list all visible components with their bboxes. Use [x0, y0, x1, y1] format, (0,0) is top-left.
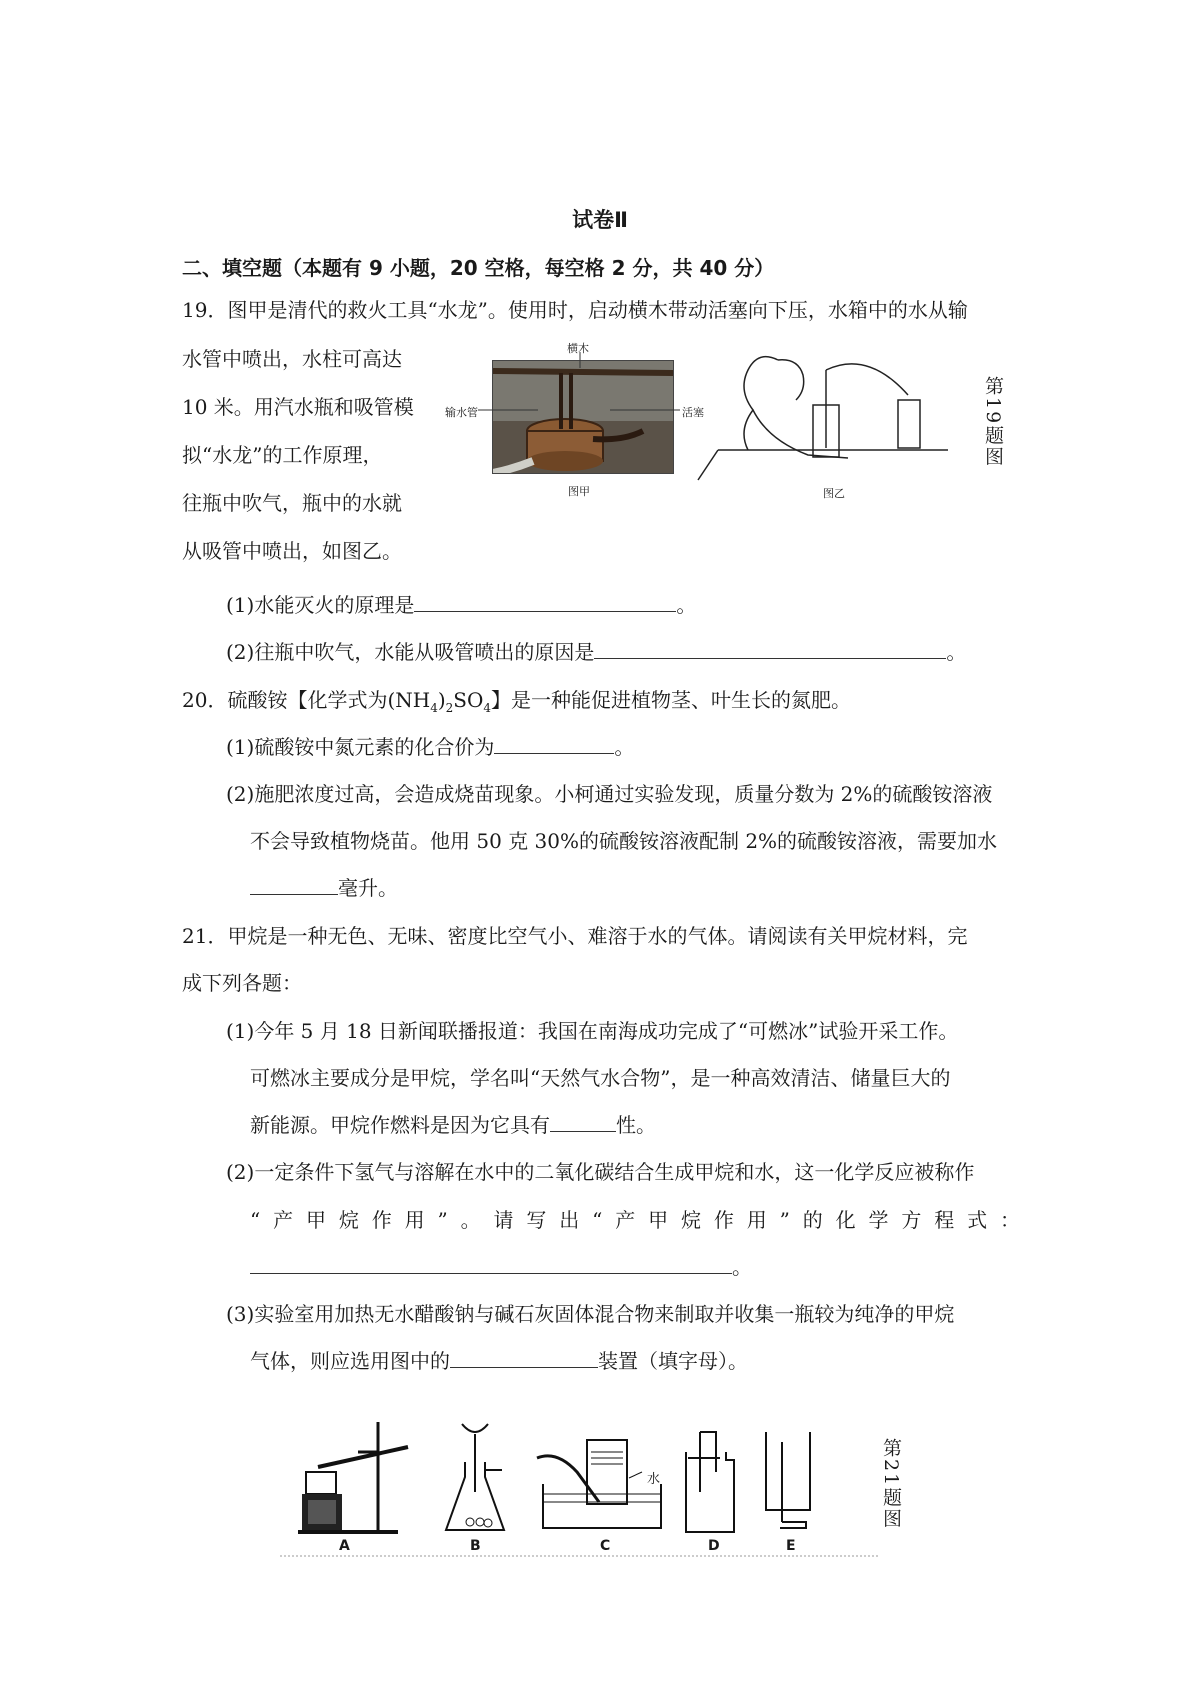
q21-part2-line2-char: 的	[802, 1208, 823, 1232]
q19-part2-text: (2)往瓶中吹气，水能从吸管喷出的原因是	[226, 640, 595, 664]
q21-part1-line2: 可燃冰主要成分是甲烷，学名叫“天然气水合物”，是一种高效清洁、储量巨大的	[250, 1066, 951, 1090]
q21-part2-line2-char: 用	[746, 1208, 767, 1232]
q21-part2-line2-char: 烷	[338, 1208, 359, 1232]
q20-sub-2: 2	[445, 701, 454, 715]
q20-part1	[226, 733, 634, 761]
water-dragon-illustration	[493, 361, 673, 473]
q20-intro-post: 】是一种能促进植物茎、叶生长的氮肥。	[491, 688, 852, 712]
q20-sub-4b: 4	[483, 701, 492, 715]
q21-part2-line2-char: 产	[615, 1208, 636, 1232]
q19-part1-end: 。	[676, 593, 697, 617]
q21-part2-line2-char: ：	[999, 1208, 1020, 1232]
label-d: D	[708, 1538, 720, 1554]
q21-part2-blank[interactable]	[250, 1253, 732, 1274]
q21-part2-line2-char: 。	[460, 1208, 481, 1232]
q20-part1-text: (1)硫酸铵中氮元素的化合价为	[226, 735, 495, 759]
water-dragon-photo	[492, 360, 674, 474]
q21-part2-line2-char: 式	[967, 1208, 988, 1232]
q21-part2-line2-char: 写	[526, 1208, 547, 1232]
q20-sub-4: 4	[430, 701, 438, 715]
q21-part2-line3	[250, 1253, 752, 1281]
q19-left-line-1: 水管中喷出，水柱可高达	[182, 347, 402, 371]
q19-intro-line1: 19．图甲是清代的救火工具“水龙”。使用时，启动横木带动活塞向下压，水箱中的水从输	[182, 298, 968, 322]
q19-part1-blank[interactable]	[414, 591, 676, 612]
q21-part3-line2-pre: 气体，则应选用图中的	[250, 1349, 450, 1373]
label-outlet-pipe: 输水管	[445, 406, 478, 419]
q21-part2-line2-char: 产	[273, 1208, 294, 1232]
apparatus-a	[298, 1422, 418, 1542]
q21-part3-blank[interactable]	[450, 1347, 598, 1368]
q21-part2-line2-char: 作	[371, 1208, 392, 1232]
apparatus-d	[680, 1432, 740, 1542]
q21-part3-line2-post: 装置（填字母）。	[598, 1349, 748, 1373]
q19-left-line-2: 10 米。用汽水瓶和吸管模	[182, 395, 414, 419]
q21-part2-line2-char: 甲	[305, 1208, 326, 1232]
q19-part2-blank[interactable]	[594, 638, 946, 659]
q21-part1-line3-pre: 新能源。甲烷作燃料是因为它具有	[250, 1113, 550, 1137]
q21-part1-blank[interactable]	[550, 1111, 616, 1132]
label-e: E	[786, 1538, 796, 1554]
caption-fig21-side: 第21题图	[880, 1438, 902, 1530]
q21-part2-line2-char: ”	[779, 1208, 790, 1232]
page-title: 试卷Ⅱ	[572, 208, 628, 232]
q21-part2-line2-char: 出	[559, 1208, 580, 1232]
q21-part1-line1: (1)今年 5 月 18 日新闻联播报道：我国在南海成功完成了“可燃冰”试验开采工作。	[226, 1019, 959, 1043]
q19-left-line-5: 从吸管中喷出，如图乙。	[182, 539, 402, 563]
leader-crossbar	[575, 352, 595, 372]
q21-part1-line3	[250, 1111, 656, 1139]
q21-part2-line2-char: 请	[493, 1208, 514, 1232]
q21-part1-line3-post: 性。	[616, 1113, 656, 1137]
q19-part2-end: 。	[946, 640, 967, 664]
label-c: C	[600, 1538, 611, 1554]
q21-part2-line2-char: 程	[934, 1208, 955, 1232]
q20-part2-line1: (2)施肥浓度过高，会造成烧苗现象。小柯通过实验发现，质量分数为 2%的硫酸铵溶液	[226, 782, 993, 806]
section-heading: 二、填空题（本题有 9 小题，20 空格，每空格 2 分，共 40 分）	[182, 256, 775, 280]
apparatus-c	[537, 1432, 667, 1542]
leader-piston	[610, 405, 680, 415]
q20-intro-pre: 20．硫酸铵【化学式为(NH	[182, 688, 431, 712]
q21-part2-line1: (2)一定条件下氢气与溶解在水中的二氧化碳结合生成甲烷和水，这一化学反应被称作	[226, 1160, 975, 1184]
q21-intro-line1: 21．甲烷是一种无色、无味、密度比空气小、难溶于水的气体。请阅读有关甲烷材料，完	[182, 924, 968, 948]
q19-part2	[226, 638, 966, 666]
q20-intro	[182, 686, 851, 722]
label-a: A	[339, 1538, 350, 1554]
label-b: B	[470, 1538, 481, 1554]
q21-part2-line2-char: 甲	[648, 1208, 669, 1232]
caption-fig-b: 图乙	[823, 487, 845, 500]
caption-fig19-side: 第19题图	[982, 376, 1004, 468]
q21-part2-line2-char: 用	[404, 1208, 425, 1232]
figure21-baseline	[280, 1554, 880, 1558]
q21-part2-line2	[250, 1206, 1020, 1234]
q20-intro-so: SO	[453, 688, 484, 712]
apparatus-b	[440, 1422, 510, 1542]
q20-part2-line2: 不会导致植物烧苗。他用 50 克 30%的硫酸铵溶液配制 2%的硫酸铵溶液，需要加水	[250, 829, 998, 853]
q19-part1	[226, 591, 696, 619]
leader-outlet-pipe	[478, 405, 538, 415]
q20-intro-mid: )	[437, 688, 446, 712]
q21-part2-line2-char: ”	[437, 1208, 448, 1232]
q19-part1-text: (1)水能灭火的原理是	[226, 593, 415, 617]
q20-part2-line3	[250, 874, 398, 902]
label-piston: 活塞	[682, 406, 704, 419]
q20-part1-end: 。	[614, 735, 635, 759]
q19-left-line-3: 拟“水龙”的工作原理，	[182, 443, 383, 467]
label-crossbar: 横木	[567, 342, 589, 355]
q21-intro-line2: 成下列各题：	[182, 971, 302, 995]
q21-part3-line2	[250, 1347, 748, 1375]
q21-part2-end: 。	[732, 1255, 752, 1279]
q21-part2-line2-char: 化	[835, 1208, 856, 1232]
apparatus-e	[760, 1432, 820, 1542]
q21-part2-line2-char: 烷	[680, 1208, 701, 1232]
q21-part2-line2-char: 方	[901, 1208, 922, 1232]
q21-part2-line2-char: 学	[868, 1208, 889, 1232]
q20-part2-end: 毫升。	[338, 876, 398, 900]
q21-part2-line2-char: 作	[713, 1208, 734, 1232]
q21-part2-line2-char: “	[250, 1208, 261, 1232]
q21-part3-line1: (3)实验室用加热无水醋酸钠与碱石灰固体混合物来制取并收集一瓶较为纯净的甲烷	[226, 1302, 955, 1326]
q19-left-line-4: 往瓶中吹气，瓶中的水就	[182, 491, 402, 515]
q20-part1-blank[interactable]	[494, 733, 614, 754]
caption-fig-a: 图甲	[568, 485, 590, 498]
q21-part2-line2-char: “	[592, 1208, 603, 1232]
girl-blowing-bottle-drawing	[718, 340, 948, 480]
q20-part2-blank[interactable]	[250, 874, 338, 895]
label-water: 水	[647, 1472, 661, 1487]
